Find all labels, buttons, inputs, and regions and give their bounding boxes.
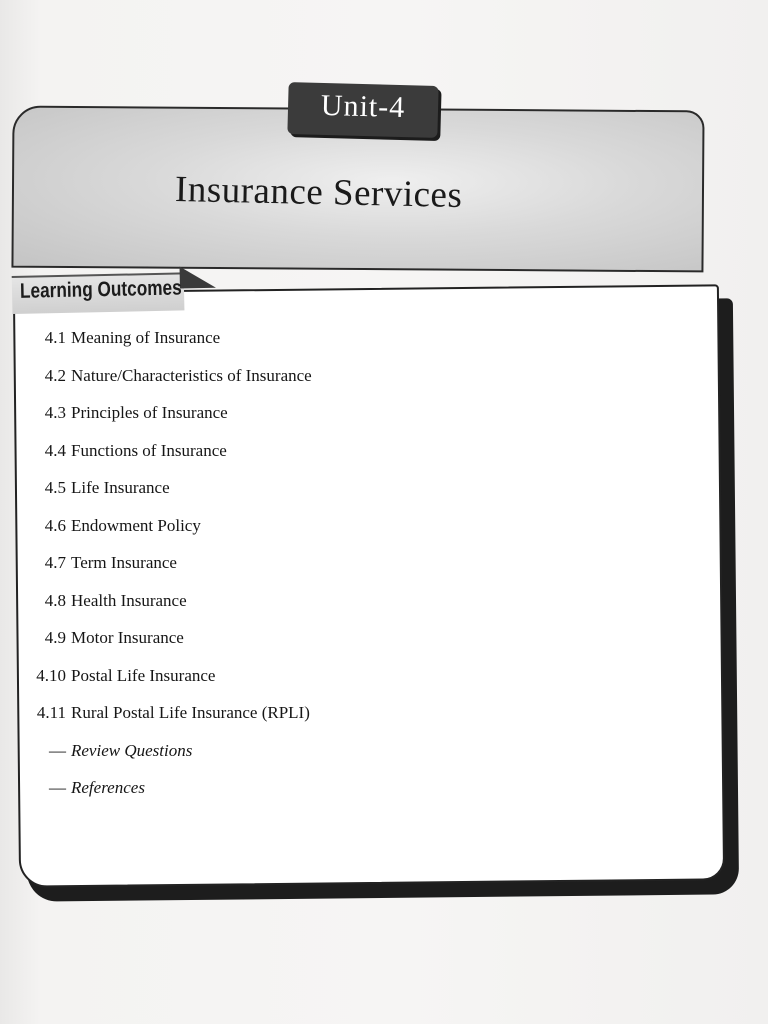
outcome-item: [30, 328, 630, 366]
outcome-item: [30, 703, 630, 741]
outcome-item: [30, 478, 630, 516]
learning-outcomes-tab: [12, 266, 203, 314]
unit-title: Insurance Services: [174, 169, 463, 217]
unit-label: Unit-4: [320, 88, 406, 125]
outcomes-list: [30, 328, 630, 816]
outcome-number: 4.1: [44, 328, 66, 347]
outcome-text: Functions of Insurance: [71, 440, 227, 460]
outcome-text: Term Insurance: [71, 553, 177, 572]
outcome-number: 4.3: [44, 403, 66, 422]
unit-tab: [287, 82, 438, 138]
outcome-dash: —: [49, 778, 66, 797]
outcome-item: [30, 553, 630, 591]
outcome-text: Review Questions: [71, 740, 193, 760]
outcome-number: 4.4: [44, 440, 66, 460]
outcome-text: Motor Insurance: [71, 628, 184, 647]
outcome-text: Postal Life Insurance: [71, 665, 216, 685]
outcome-item: [30, 628, 630, 666]
outcome-item: [30, 591, 630, 629]
outcome-item-review-questions: [30, 741, 630, 779]
outcome-text: References: [71, 778, 145, 797]
outcome-number: 4.7: [44, 553, 66, 572]
outcome-item: [30, 516, 630, 554]
outcome-text: Life Insurance: [71, 478, 170, 497]
outcome-item-references: [30, 778, 630, 816]
outcome-number: 4.6: [44, 515, 66, 535]
outcome-text: Nature/Characteristics of Insurance: [71, 365, 312, 385]
outcome-item: [30, 366, 630, 404]
learning-outcomes-heading: Learning Outcomes: [19, 276, 182, 303]
outcome-number: 4.2: [44, 365, 66, 385]
outcome-item: [30, 403, 630, 441]
outcome-text: Health Insurance: [71, 590, 187, 610]
outcome-item: [30, 441, 630, 479]
outcome-text: Principles of Insurance: [71, 403, 228, 422]
outcome-number: 4.9: [44, 628, 66, 647]
outcome-text: Endowment Policy: [71, 515, 201, 535]
outcome-number: 4.10: [36, 665, 66, 685]
outcome-text: Meaning of Insurance: [71, 328, 221, 347]
outcome-item: [30, 666, 630, 704]
outcome-number: 4.11: [36, 703, 66, 722]
outcome-dash: —: [49, 740, 66, 760]
outcome-text: Rural Postal Life Insurance (RPLI): [71, 703, 310, 722]
learning-outcomes-tab-flap: [180, 266, 216, 289]
outcome-number: 4.5: [44, 478, 66, 497]
outcome-number: 4.8: [44, 590, 66, 610]
